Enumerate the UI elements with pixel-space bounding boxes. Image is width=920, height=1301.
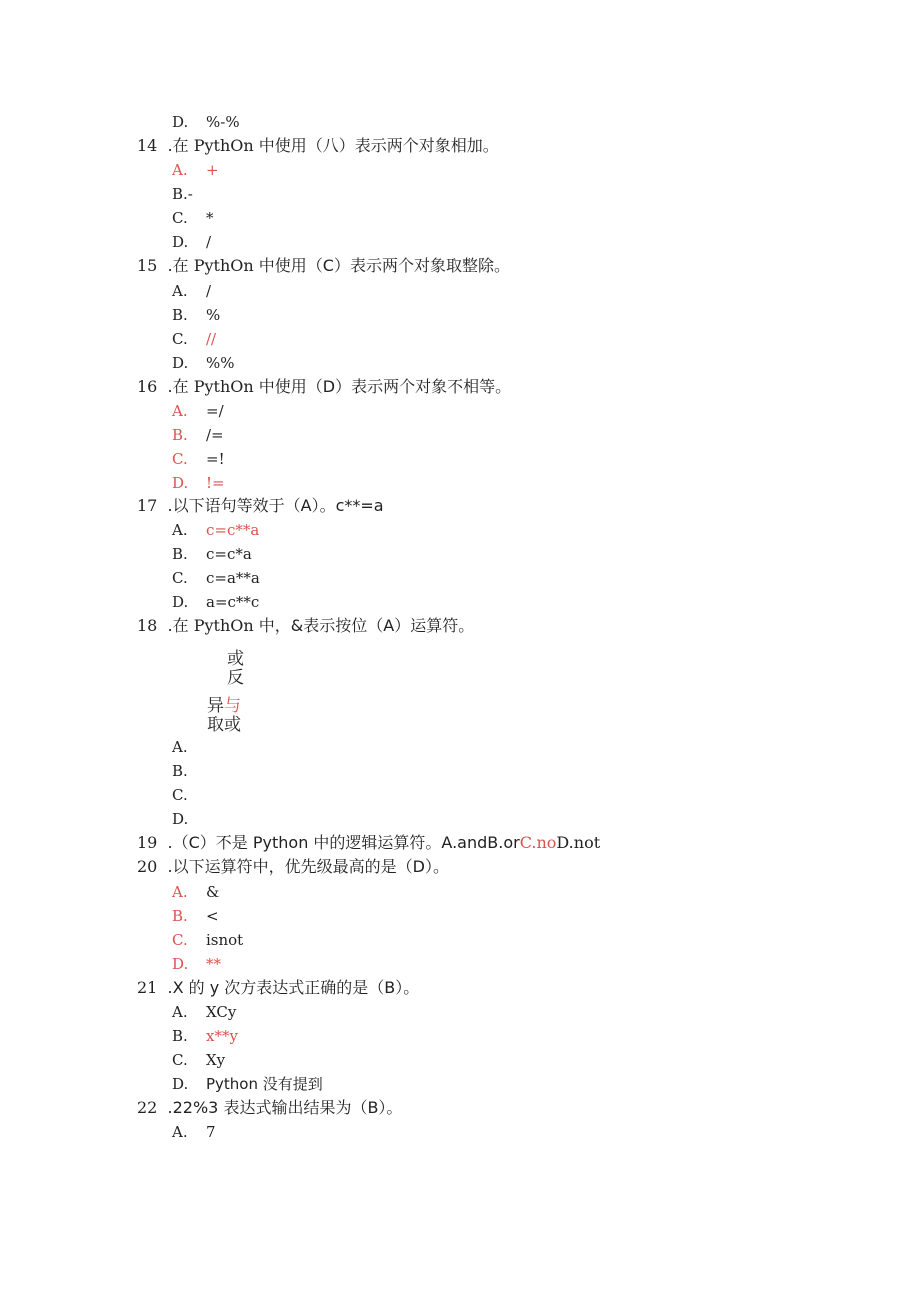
q14-option-b: B.- (172, 185, 193, 203)
q21-option-d: D. Python 没有提到 (172, 1075, 323, 1093)
q18-option-b: B. (172, 762, 188, 780)
q18-option-d: D. (172, 810, 189, 828)
q15-option-c: C. // (172, 330, 217, 348)
q13-option-d: D. %-% (172, 113, 240, 131)
q18-option-a: A. (172, 738, 188, 756)
q18-stack-line3: 异与 (207, 696, 241, 716)
q16-option-a: A. =/ (172, 402, 224, 420)
q18-stack-line4: 取或 (207, 715, 241, 735)
q17-option-d: D. a=c**c (172, 593, 260, 611)
q15-option-d: D. %% (172, 354, 235, 372)
q14-option-d: D. / (172, 233, 212, 251)
question-17: 17 .以下语句等效于（A）。c**=a (137, 496, 384, 515)
question-19: 19 .（C）不是 Python 中的逻辑运算符。A.andB.orC.noD.not (137, 833, 601, 852)
question-16: 16 .在 PythOn 中使用（D）表示两个对象不相等。 (137, 377, 512, 396)
q17-option-a: A. c=c**a (172, 521, 260, 539)
q20-option-a: A. & (172, 883, 220, 901)
q16-option-d: D. != (172, 474, 225, 492)
question-18: 18 .在 PythOn 中，&表示按位（A）运算符。 (137, 616, 475, 635)
q17-option-b: B. c=c*a (172, 545, 252, 563)
q21-option-c: C. Xy (172, 1051, 226, 1069)
q16-option-b: B. /= (172, 426, 224, 444)
q20-option-b: B. < (172, 907, 219, 925)
q14-option-c: C. * (172, 209, 214, 227)
q16-option-c: C. =! (172, 450, 225, 468)
q15-option-b: B. % (172, 306, 221, 324)
q18-stack-line2: 反 (227, 668, 244, 688)
q14-option-a: A. + (172, 161, 219, 179)
q17-option-c: C. c=a**a (172, 569, 260, 587)
question-20: 20 .以下运算符中，优先级最高的是（D）。 (137, 857, 449, 876)
q18-stack-line1: 或 (227, 649, 244, 669)
q21-option-a: A. XCy (172, 1003, 237, 1021)
question-15: 15 .在 PythOn 中使用（C）表示两个对象取整除。 (137, 256, 510, 275)
q20-option-c: C. isnot (172, 931, 244, 949)
question-21: 21 .X 的 y 次方表达式正确的是（B）。 (137, 978, 420, 997)
question-14: 14 .在 PythOn 中使用（八）表示两个对象相加。 (137, 136, 499, 155)
q15-option-a: A. / (172, 282, 212, 300)
q22-option-a: A. 7 (172, 1123, 216, 1141)
q21-option-b: B. x**y (172, 1027, 238, 1045)
q18-option-c: C. (172, 786, 188, 804)
question-22: 22 .22%3 表达式输出结果为（B）。 (137, 1098, 403, 1117)
q20-option-d: D. ** (172, 955, 221, 973)
